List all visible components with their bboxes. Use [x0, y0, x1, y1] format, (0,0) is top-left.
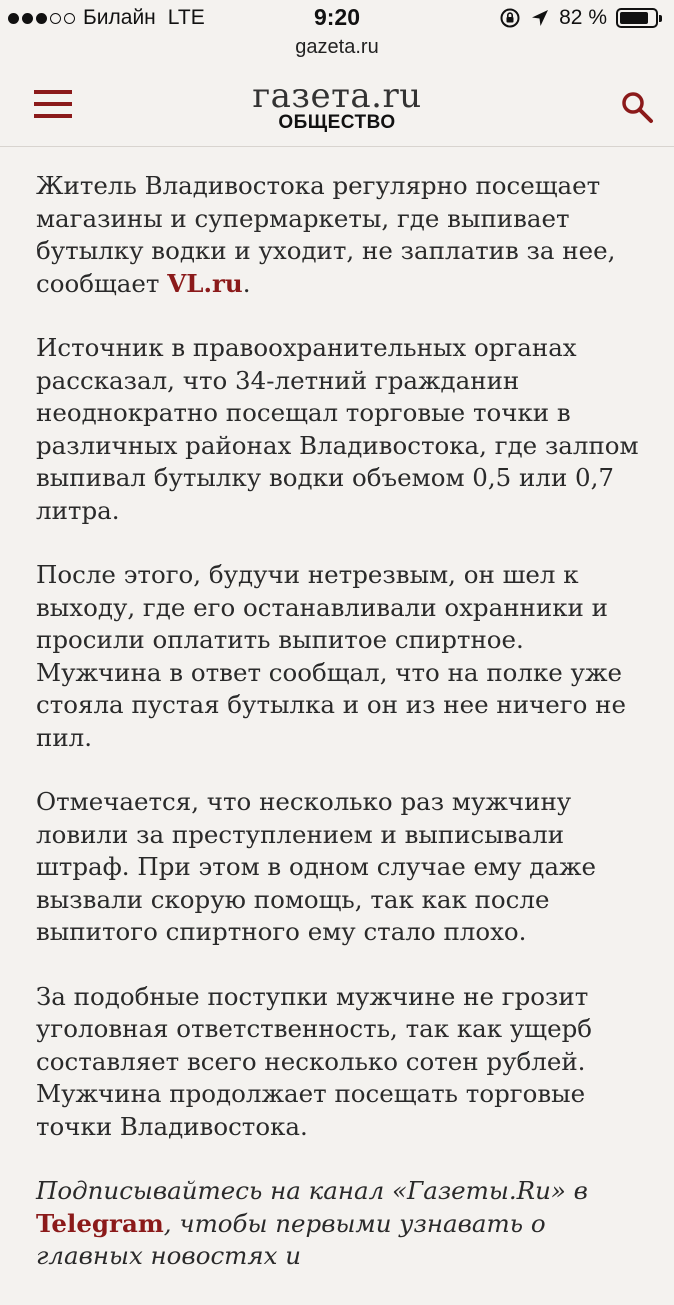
- network-type: LTE: [167, 6, 205, 29]
- article-paragraph: После этого, будучи нетрезвым, он шел к выходу, где его останавливали охранники и просили оплатить выпитое спиртное. Мужчина в ответ сообщал, что на полке уже стояла пустая бутылка и он из нее ничего не пил.: [36, 560, 626, 752]
- site-header: [0, 72, 674, 147]
- carrier-name: Билайн: [83, 6, 156, 29]
- source-link[interactable]: VL.ru: [167, 268, 243, 298]
- rotation-lock-icon: [499, 7, 521, 29]
- status-right: [499, 6, 658, 30]
- status-time: 9:20: [313, 4, 361, 30]
- status-bar: [0, 0, 674, 38]
- article-body: [36, 170, 646, 1305]
- battery-level-fill: [620, 12, 648, 24]
- battery-percent: 82 %: [559, 6, 607, 29]
- search-icon[interactable]: [620, 90, 654, 124]
- article-paragraph: Житель Владивостока регулярно посещает магазины и супермаркеты, где выпивает бутылку водки и уходит, не заплатив за нее, сообщает VL.ru.: [36, 171, 616, 298]
- site-logo[interactable]: газета.ru: [252, 76, 422, 116]
- article-paragraph: Отмечается, что несколько раз мужчину ловили за преступлением и выписывали штраф. При этом в одном случае ему даже вызвали скорую помощь, так как после выпитого спиртного ему стало плохо.: [36, 787, 597, 946]
- article-paragraph: За подобные поступки мужчине не грозит уголовная ответственность, так как ущерб составляет всего несколько сотен рублей. Мужчина продолжает посещать торговые точки Владивостока.: [36, 981, 593, 1141]
- telegram-promo: Подписывайтесь на канал «Газеты.Ru» в Telegram, чтобы первыми узнавать о главных новостях и: [36, 1176, 588, 1270]
- battery-icon: [616, 8, 658, 28]
- article-paragraph: Источник в правоохранительных органах рассказал, что 34-летний гражданин неоднократно посещал торговые точки в различных районах Владивостока, где залпом выпивал бутылку водки объемом 0,5 или 0,7 литра.: [36, 333, 639, 525]
- location-arrow-icon: [530, 8, 550, 28]
- address-bar-url[interactable]: gazeta.ru: [295, 36, 379, 58]
- telegram-link[interactable]: Telegram: [36, 1208, 164, 1238]
- section-title: ОБЩЕСТВО: [278, 112, 396, 133]
